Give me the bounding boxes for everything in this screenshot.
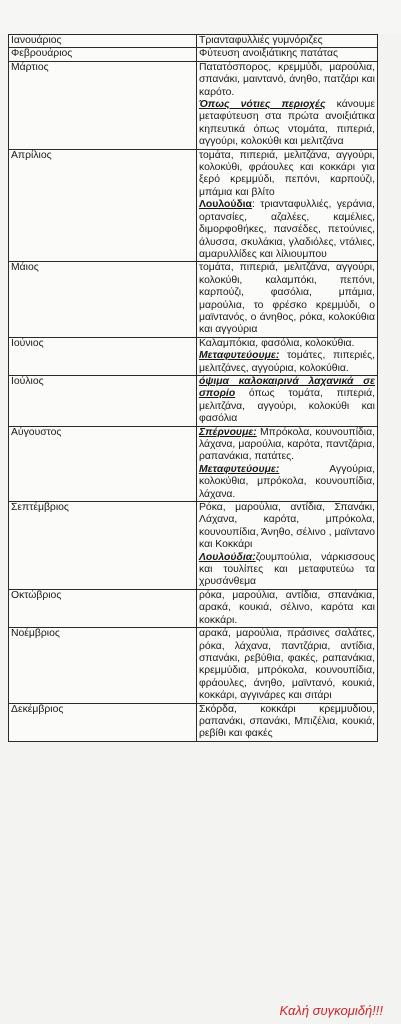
planting-text: τομάτα, πιπεριά, μελιτζάνα, αγγούρι, κολοκύθι, καλαμπόκι, πεπόνι, καρπούζι, φασόλια, μπάμια, μαρούλια, το φρέσκο κρεμμύδι, ο μαϊντανός, ο άνηθος, ρόκα, κολοκύθια και αγγούρια bbox=[199, 262, 375, 336]
planting-paragraph bbox=[199, 552, 375, 589]
section-heading: Όπως νότιες περιοχές bbox=[199, 99, 326, 111]
table-row bbox=[9, 35, 378, 48]
planting-paragraph bbox=[199, 628, 375, 702]
planting-text: Σκόρδα, κοκκάρι κρεμμυδιου, ραπανάκι, σπανάκι, Μπιζέλια, κουκιά, ρεβίθι και φακές bbox=[199, 703, 375, 740]
section-heading: Μεταφυτεύουμε: bbox=[199, 463, 280, 475]
table-row bbox=[9, 628, 378, 703]
planting-paragraph bbox=[199, 590, 375, 627]
planting-cell bbox=[197, 589, 378, 627]
planting-paragraph bbox=[199, 338, 375, 350]
planting-cell bbox=[197, 628, 378, 703]
section-heading: Σπέρνουμε: bbox=[199, 426, 257, 438]
planting-text: Φύτευση ανοιξιάτικης πατάτας bbox=[199, 48, 338, 60]
planting-text: ρόκα, μαρούλια, αντίδια, σπανάκια, αρακά, κουκιά, σέλινο, καρότα και κοκκάρι. bbox=[199, 589, 375, 626]
planting-paragraph bbox=[199, 376, 375, 426]
table-row bbox=[9, 262, 378, 337]
planting-cell bbox=[197, 337, 378, 375]
planting-calendar bbox=[8, 34, 378, 742]
month-cell: Ιούλιος bbox=[9, 375, 197, 426]
planting-paragraph bbox=[199, 199, 375, 261]
table-row bbox=[9, 426, 378, 501]
planting-text: αρακά, μαρούλια, πράσινες σαλάτες, ρόκα, λάχανα, παντζάρια, αντίδια, σπανάκι, ρεβύθια, φακές, ραπανάκια, κρεμμύδια, μπρόκολα, κουνουπίδια, φράουλες, άνηθο, μαϊντανό, κουκιά, κοκκάρι, αγγινάρες και σιτάρι bbox=[199, 628, 375, 702]
month-cell: Απρίλιος bbox=[9, 149, 197, 262]
table-row bbox=[9, 61, 378, 149]
planting-calendar-table bbox=[8, 34, 378, 742]
table-row bbox=[9, 502, 378, 590]
month-cell: Οκτώβριος bbox=[9, 589, 197, 627]
month-cell: Σεπτέμβριος bbox=[9, 502, 197, 590]
planting-text: Τριανταφυλλιές γυμνόριζες bbox=[199, 35, 323, 46]
planting-text: Ρόκα, μαρούλια, αντίδια, Σπανάκι, Λάχανα, καρότα, μπρόκολα, κουνουπίδια, Άνηθο, σέλινο , μαϊντανο και Κοκκάρι bbox=[199, 502, 375, 551]
planting-paragraph bbox=[199, 35, 375, 47]
table-row bbox=[9, 589, 378, 627]
planting-cell bbox=[197, 61, 378, 149]
planting-paragraph bbox=[199, 48, 375, 60]
month-cell: Δεκέμβριος bbox=[9, 703, 197, 741]
planting-cell bbox=[197, 375, 378, 426]
planting-cell bbox=[197, 262, 378, 337]
month-cell: Μάρτιος bbox=[9, 61, 197, 149]
planting-paragraph bbox=[199, 464, 375, 501]
planting-paragraph bbox=[199, 62, 375, 99]
planting-text: Πατατόσπορος, κρεμμύδι, μαρούλια, σπανάκι, μαιντανό, άνηθο, πατζάρι και καρότο. bbox=[199, 61, 375, 98]
planting-paragraph bbox=[199, 150, 375, 200]
planting-text: Μπρόκολα, κουνουπίδια, λάχανα, μαρούλια, καρότα, παντζάρια, ραπανάκια, πατάτες. bbox=[199, 426, 375, 463]
planting-paragraph bbox=[199, 262, 375, 336]
month-cell: Νοέμβριος bbox=[9, 628, 197, 703]
planting-cell bbox=[197, 703, 378, 741]
table-row bbox=[9, 375, 378, 426]
top-margin bbox=[0, 0, 401, 34]
planting-text: ζουμπούλια, νάρκισσους και τουλίπες και μεταφυτεύω τα χρυσάνθεμα bbox=[199, 551, 375, 588]
planting-cell bbox=[197, 426, 378, 501]
planting-cell bbox=[197, 502, 378, 590]
month-cell: Αύγουστος bbox=[9, 426, 197, 501]
planting-text: κάνουμε μεταφύτευση στα πρώτα ανοιξιάτικα κηπευτικά όπως ντομάτα, πιπεριά, αγγούρι, κολοκύθι και μελιτζάνα bbox=[199, 99, 375, 148]
section-heading: Λουλούδια: bbox=[199, 551, 256, 563]
planting-paragraph bbox=[199, 502, 375, 552]
planting-cell bbox=[197, 149, 378, 262]
table-row bbox=[9, 703, 378, 741]
planting-paragraph bbox=[199, 350, 375, 375]
calendar-body bbox=[9, 35, 378, 742]
planting-text: Αγγούρια, κολοκύθια, μπρόκολα, κουνουπίδια, λάχανα. bbox=[199, 463, 375, 500]
month-cell: Φεβρουάριος bbox=[9, 48, 197, 61]
planting-paragraph bbox=[199, 704, 375, 741]
section-heading: όψιμα καλοκαιρινά λαχανικά σε σπορίο bbox=[199, 375, 375, 400]
planting-text: τομάτες, πιπεριές, μελιτζάνες, αγγούρια, κολοκύθια. bbox=[199, 350, 375, 374]
table-row bbox=[9, 149, 378, 262]
planting-paragraph bbox=[199, 427, 375, 464]
month-cell: Ιούνιος bbox=[9, 337, 197, 375]
planting-text: : τριανταφυλλιές, γεράνια, ορτανσίες, αζαλέες, καμέλιες, διμορφοθήκες, πανσέδες, πετούνιες, άλυσσα, σκυλάκια, γλαδιόλες, ντάλιες, αμαρυλλίδες και λίλιουμπου bbox=[199, 199, 375, 260]
section-heading: Μεταφυτεύουμε: bbox=[199, 350, 280, 362]
closing-wish: Καλή συγκομιδή!!! bbox=[279, 1003, 383, 1018]
table-row bbox=[9, 337, 378, 375]
table-row bbox=[9, 48, 378, 61]
month-cell: Μάιος bbox=[9, 262, 197, 337]
planting-cell bbox=[197, 48, 378, 61]
section-heading: Λουλούδια bbox=[199, 199, 252, 211]
planting-cell bbox=[197, 35, 378, 48]
month-cell: Ιανουάριος bbox=[9, 35, 197, 48]
planting-text: τομάτα, πιπεριά, μελιτζάνα, αγγούρι, κολοκύθι, φράουλες και κοκκάρι για ξερό κρεμμύδι, πεπόνι, καρπούζι, μπάμια και βλίτο bbox=[199, 149, 375, 198]
planting-paragraph bbox=[199, 99, 375, 149]
planting-text: όπως τομάτα, πιπεριά, μελιτζάνα, αγγούρι, κολοκύθι και φασόλια bbox=[199, 388, 375, 425]
planting-text: Καλαμπόκια, φασόλια, κολοκύθια. bbox=[199, 337, 355, 349]
